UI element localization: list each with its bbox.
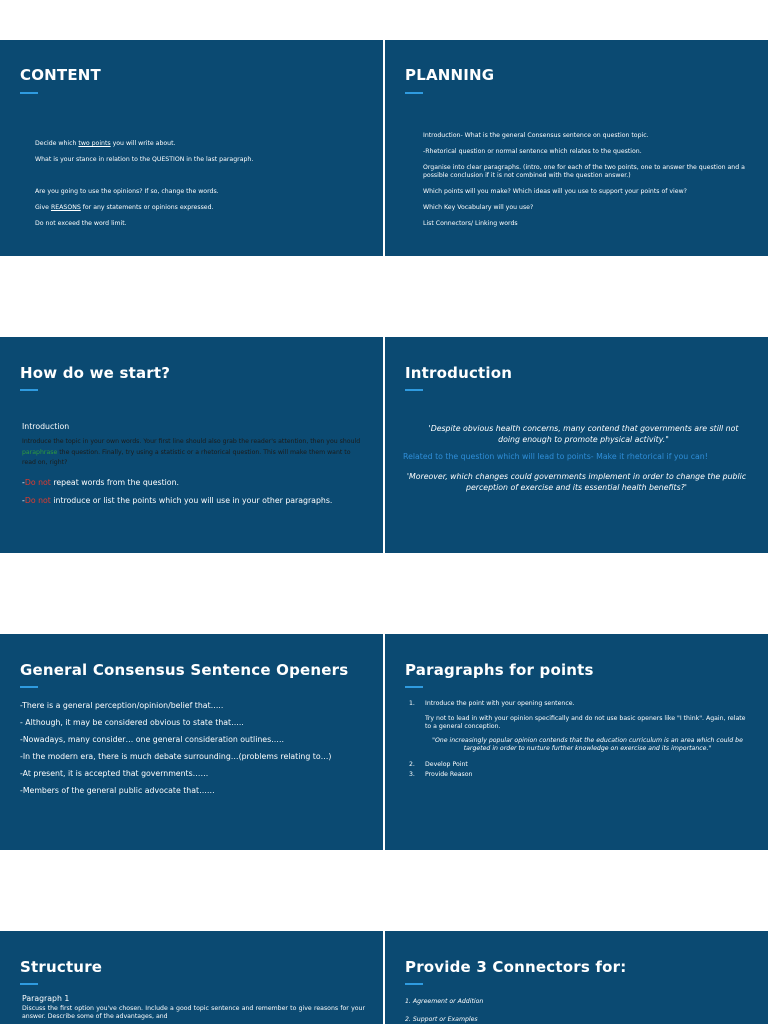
slide-content[interactable] <box>0 40 383 256</box>
underlined-text: REASONS <box>50 204 81 211</box>
numbered-item: 3. Provide Reason <box>409 771 473 778</box>
slide-structure[interactable] <box>0 931 383 1024</box>
list-item: Which points will you make? Which ideas will you use to support your points of view? <box>423 188 687 195</box>
title-accent-line <box>20 983 38 985</box>
slide-introduction[interactable] <box>385 337 768 553</box>
highlight-text: paraphrase <box>22 448 58 456</box>
text-line: Give REASONS for any statements or opinions expressed. <box>35 204 214 211</box>
slide-title: PLANNING <box>405 66 495 84</box>
title-accent-line <box>20 92 38 94</box>
list-item: - Although, it may be considered obvious to state that….. <box>20 718 244 727</box>
list-item: -In the modern era, there is much debate surrounding…(problems relating to…) <box>20 752 332 761</box>
slide-body <box>403 423 750 493</box>
section-heading: Paragraph 1 <box>22 994 70 1003</box>
text-line: Do not exceed the word limit. <box>35 220 127 227</box>
slide-title: Provide 3 Connectors for: <box>405 958 627 976</box>
list-item: Organise into clear paragraphs. (intro, one for each of the two points, one to answer the question and a possible conclusion if it is not combined with the question answer.) <box>423 164 745 179</box>
slide-title: Structure <box>20 958 103 976</box>
numbered-item: 2. Develop Point <box>409 761 468 768</box>
title-accent-line <box>20 686 38 688</box>
list-item: Which Key Vocabulary will you use? <box>423 204 534 211</box>
slide-body <box>20 700 365 796</box>
bullet-item: -Do not repeat words from the question. <box>22 477 179 487</box>
slide-consensus-openers[interactable] <box>0 634 383 850</box>
title-accent-line <box>20 389 38 391</box>
slide-title: CONTENT <box>20 66 101 84</box>
warning-text: Do not <box>24 477 51 487</box>
title-accent-line <box>405 686 423 688</box>
slide-body <box>405 998 750 1024</box>
slide-title: Introduction <box>405 364 513 382</box>
slide-planning[interactable] <box>385 40 768 256</box>
example-quote: 'Moreover, which changes could governments implement in order to change the public perception of exercise and its essential health benefits?' <box>406 472 747 492</box>
example-quote: 'Despite obvious health concerns, many contend that governments are still not doing enough to promote physical activity." <box>428 424 739 444</box>
slide-row-3 <box>0 634 768 850</box>
list-item: List Connectors/ Linking words <box>423 220 518 227</box>
slide-row-1 <box>0 40 768 256</box>
list-item: 2. Support or Examples <box>405 1016 478 1023</box>
underlined-text: two points <box>78 140 111 147</box>
list-item: -Members of the general public advocate that…… <box>20 786 215 795</box>
slide-paragraphs-for-points[interactable] <box>385 634 768 850</box>
note-text: Related to the question which will lead to points- Make it rhetorical if you can! <box>403 452 708 461</box>
list-item: 1. Agreement or Addition <box>405 998 484 1005</box>
text-line: What is your stance in relation to the QUESTION in the last paragraph. <box>35 156 254 163</box>
slide-how-do-we-start[interactable] <box>0 337 383 553</box>
paragraph: Discuss the first option you've chosen. Include a good topic sentence and remember to give reasons for your answer. Describe some of the advantages, and <box>22 1005 365 1020</box>
slide-body <box>22 421 365 507</box>
list-item: -Nowadays, many consider… one general consideration outlines….. <box>20 735 284 744</box>
title-accent-line <box>405 983 423 985</box>
slide-row-2 <box>0 337 768 553</box>
warning-text: Do not <box>24 495 51 505</box>
slide-body <box>35 140 365 236</box>
section-heading: Introduction <box>22 422 70 431</box>
slide-body <box>423 132 750 236</box>
slide-body <box>409 700 750 779</box>
slide-title: How do we start? <box>20 364 171 382</box>
slide-row-4 <box>0 931 768 1024</box>
slide-title: General Consensus Sentence Openers <box>20 661 349 679</box>
list-item: -At present, it is accepted that governments…… <box>20 769 209 778</box>
title-accent-line <box>405 389 423 391</box>
title-accent-line <box>405 92 423 94</box>
text-line: Decide which two points you will write about. <box>35 140 176 147</box>
list-item: Introduction- What is the general Consensus sentence on question topic. <box>423 132 649 139</box>
paragraph: Introduce the topic in your own words. Your first line should also grab the reader's attention, then you should paraphrase the question. Finally, try using a statistic or a rhetorical question. This will make them want to read on, right? <box>22 438 361 466</box>
slide-connectors[interactable] <box>385 931 768 1024</box>
numbered-item: 1. Introduce the point with your opening sentence. <box>409 700 575 707</box>
sub-text: Try not to lead in with your opinion specifically and do not use basic openers like "I think". Again, relate to a general conception. <box>425 715 746 730</box>
text-line: Are you going to use the opinions? If so, change the words. <box>35 188 219 195</box>
example-quote: "One increasingly popular opinion contends that the education curriculum is an area which could be targeted in order to nurture further knowledge on exercise and its importance." <box>432 737 743 752</box>
bullet-item: -Do not introduce or list the points which you will use in your other paragraphs. <box>22 495 333 505</box>
list-item: -Rhetorical question or normal sentence which relates to the question. <box>423 148 642 155</box>
list-item: -There is a general perception/opinion/belief that….. <box>20 701 224 710</box>
slide-body <box>22 993 365 1021</box>
slide-title: Paragraphs for points <box>405 661 594 679</box>
